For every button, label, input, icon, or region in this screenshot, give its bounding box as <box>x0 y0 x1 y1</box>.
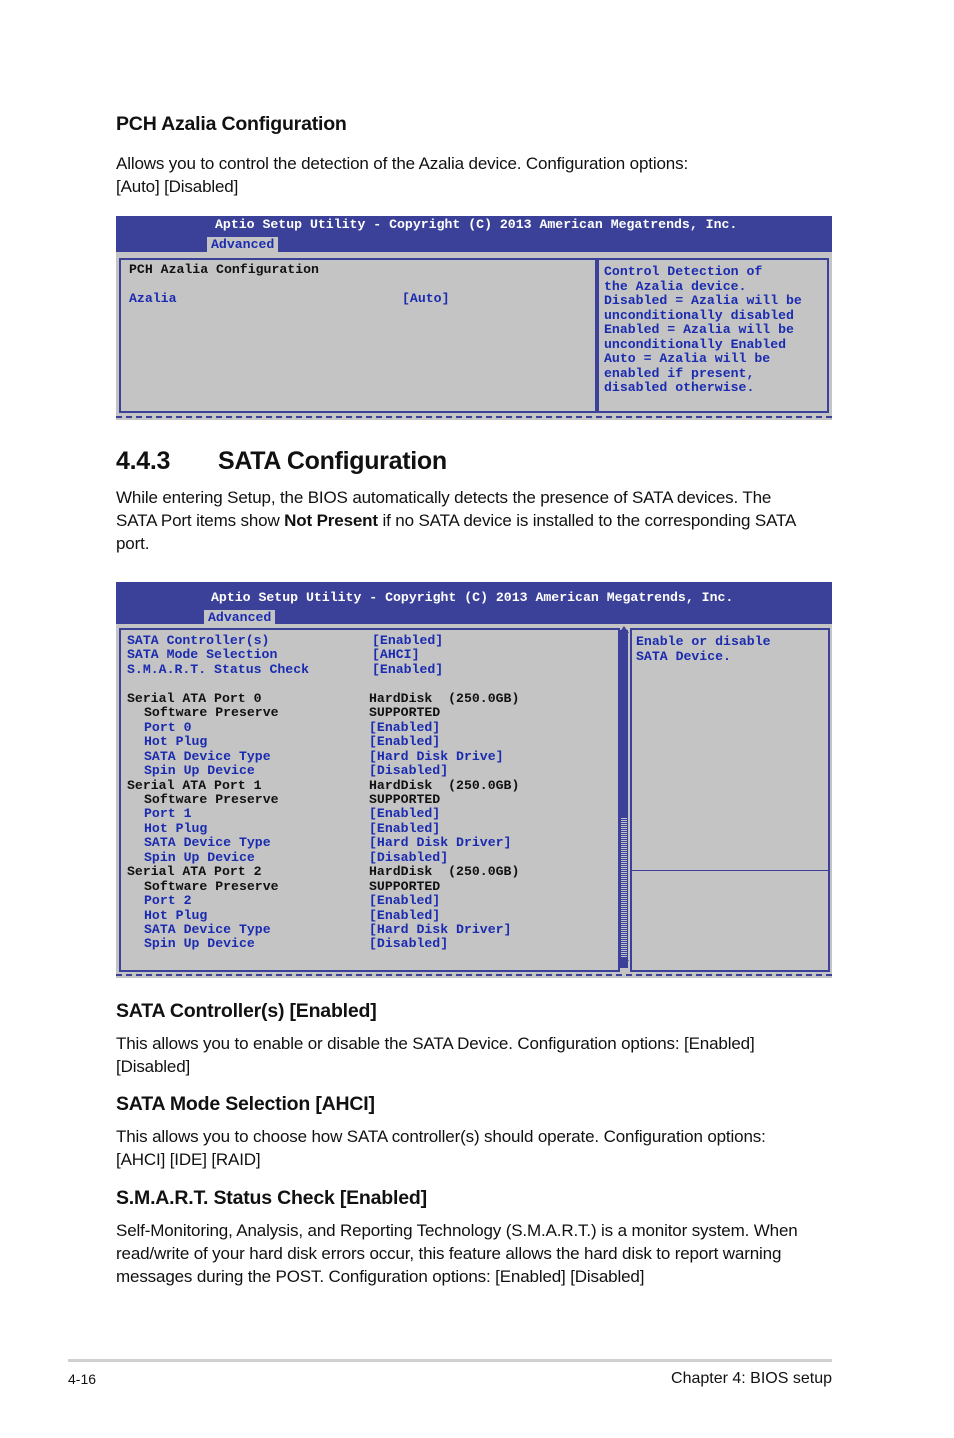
scroll-down-arrow-icon[interactable] <box>619 960 629 967</box>
setting-value[interactable]: [Enabled] <box>369 806 441 822</box>
help-text <box>604 265 802 396</box>
bios-title: Aptio Setup Utility - Copyright (C) 2013 American Megatrends, Inc. <box>211 590 734 605</box>
setting-label[interactable]: Hot Plug <box>144 820 208 836</box>
setting-value[interactable]: [Disabled] <box>369 849 449 865</box>
footer-rule <box>68 1359 832 1362</box>
setting-value: SUPPORTED <box>369 791 441 807</box>
sata-description <box>116 486 836 555</box>
help-panel <box>597 258 829 413</box>
pch-azalia-heading: PCH Azalia Configuration <box>116 113 347 135</box>
pch-desc-line-1: Allows you to control the detection of the Azalia device. Configuration options: <box>116 154 689 173</box>
azalia-item-label[interactable]: Azalia <box>129 291 177 306</box>
setting-label: Serial ATA Port 0 <box>127 690 262 706</box>
smart-desc-line-2: read/write of your hard disk errors occur, this feature allows the hard disk to report warning <box>116 1244 782 1263</box>
bios-screen-azalia <box>116 216 832 420</box>
setting-value[interactable]: [AHCI] <box>372 647 420 663</box>
mode-desc-line-1: This allows you to choose how SATA controller(s) should operate. Configuration options: <box>116 1127 766 1146</box>
setting-label[interactable]: Port 1 <box>144 806 192 822</box>
azalia-item-value[interactable]: [Auto] <box>402 291 450 306</box>
setting-label: Software Preserve <box>144 791 279 807</box>
setting-label[interactable]: SATA Mode Selection <box>127 647 278 663</box>
help-line: Disabled = Azalia will be <box>604 293 802 308</box>
setting-label: Serial ATA Port 2 <box>127 864 262 880</box>
setting-value: SUPPORTED <box>369 705 441 721</box>
help-line: unconditionally Enabled <box>604 336 787 352</box>
not-present-text: Not Present <box>284 511 378 530</box>
help-line: Control Detection of <box>604 264 763 279</box>
setting-label[interactable]: S.M.A.R.T. Status Check <box>127 661 310 677</box>
setting-value: HardDisk (250.0GB) <box>369 690 520 706</box>
settings-panel <box>119 628 620 972</box>
help-line: SATA Device. <box>636 648 731 664</box>
sata-desc-2a: SATA Port items show <box>116 511 285 530</box>
setting-value[interactable]: [Enabled] <box>369 719 441 735</box>
setting-value[interactable]: [Enabled] <box>369 907 441 923</box>
sata-mode-description <box>116 1125 836 1171</box>
setting-label[interactable]: Hot Plug <box>144 734 208 750</box>
setting-value[interactable]: [Hard Disk Driver] <box>369 922 512 937</box>
setting-label[interactable]: SATA Controller(s) <box>127 633 270 648</box>
setting-value[interactable]: [Hard Disk Drive] <box>369 748 504 764</box>
sata-desc-line-2 <box>116 509 836 532</box>
tab-advanced[interactable]: Advanced <box>207 237 278 253</box>
sata-desc-line-3: port. <box>116 534 150 553</box>
help-text <box>636 635 771 664</box>
ctrl-desc-line-1: This allows you to enable or disable the SATA Device. Configuration options: [Enabled] <box>116 1034 755 1053</box>
smart-desc-line-1: Self-Monitoring, Analysis, and Reporting Technology (S.M.A.R.T.) is a monitor system. When <box>116 1221 798 1240</box>
help-line: Auto = Azalia will be <box>604 351 771 366</box>
setting-value[interactable]: [Enabled] <box>369 893 441 909</box>
ctrl-desc-line-2: [Disabled] <box>116 1057 191 1076</box>
help-line: Enable or disable <box>636 634 771 649</box>
sata-controller-heading: SATA Controller(s) [Enabled] <box>116 1000 377 1022</box>
pch-desc-line-2: [Auto] [Disabled] <box>116 177 239 196</box>
scroll-up-arrow-icon[interactable] <box>619 626 629 633</box>
bios-bottom-dashes <box>116 974 832 976</box>
bios-screen-sata <box>116 582 832 978</box>
section-title: SATA Configuration <box>218 447 447 475</box>
setting-value[interactable]: [Enabled] <box>369 734 441 750</box>
section-number: 4.4.3 <box>116 447 171 475</box>
help-divider <box>632 870 828 871</box>
page-number: 4-16 <box>68 1371 97 1387</box>
help-line: Enabled = Azalia will be <box>604 322 794 337</box>
bios-header <box>116 216 832 252</box>
mode-desc-line-2: [AHCI] [IDE] [RAID] <box>116 1150 261 1169</box>
setting-label[interactable]: SATA Device Type <box>144 835 271 851</box>
bios-header <box>116 582 832 624</box>
bios-bottom-dashes <box>116 416 832 418</box>
setting-value: HardDisk (250.0GB) <box>369 864 520 880</box>
help-line: disabled otherwise. <box>604 380 755 395</box>
help-panel <box>630 628 830 972</box>
help-line: the Azalia device. <box>604 278 747 294</box>
setting-label: Software Preserve <box>144 705 279 721</box>
setting-label[interactable]: SATA Device Type <box>144 922 271 937</box>
setting-value[interactable]: [Enabled] <box>372 661 444 677</box>
setting-value[interactable]: [Enabled] <box>369 820 441 836</box>
help-line: unconditionally disabled <box>604 307 794 323</box>
setting-label[interactable]: Spin Up Device <box>144 936 255 952</box>
sata-desc-line-1: While entering Setup, the BIOS automatically detects the presence of SATA devices. The <box>116 488 772 507</box>
setting-label[interactable]: Spin Up Device <box>144 849 255 865</box>
sata-mode-heading: SATA Mode Selection [AHCI] <box>116 1093 375 1115</box>
setting-value[interactable]: [Disabled] <box>369 936 449 952</box>
setting-label: Software Preserve <box>144 878 279 894</box>
chapter-label: Chapter 4: BIOS setup <box>671 1370 832 1387</box>
smart-description <box>116 1219 846 1288</box>
sata-desc-2c: if no SATA device is installed to the corresponding SATA <box>377 511 797 530</box>
panel-title: PCH Azalia Configuration <box>129 262 319 277</box>
setting-value[interactable]: [Enabled] <box>372 633 444 648</box>
setting-value[interactable]: [Disabled] <box>369 763 449 779</box>
scrollbar-thumb[interactable] <box>621 818 627 958</box>
setting-label: Serial ATA Port 1 <box>127 777 262 793</box>
setting-label[interactable]: Hot Plug <box>144 907 208 923</box>
setting-label[interactable]: Port 0 <box>144 719 192 735</box>
setting-value: SUPPORTED <box>369 878 441 894</box>
setting-value: HardDisk (250.0GB) <box>369 777 520 793</box>
tab-advanced[interactable]: Advanced <box>204 610 275 626</box>
help-line: enabled if present, <box>604 365 755 381</box>
sata-controller-description <box>116 1032 836 1078</box>
setting-label[interactable]: SATA Device Type <box>144 748 271 764</box>
setting-label[interactable]: Port 2 <box>144 893 192 909</box>
setting-label[interactable]: Spin Up Device <box>144 763 255 779</box>
bios-title: Aptio Setup Utility - Copyright (C) 2013 American Megatrends, Inc. <box>215 217 738 232</box>
smart-heading: S.M.A.R.T. Status Check [Enabled] <box>116 1187 427 1209</box>
setting-value[interactable]: [Hard Disk Driver] <box>369 835 512 851</box>
pch-azalia-description <box>116 152 836 198</box>
smart-desc-line-3: messages during the POST. Configuration options: [Enabled] [Disabled] <box>116 1267 645 1286</box>
settings-panel <box>119 258 597 413</box>
